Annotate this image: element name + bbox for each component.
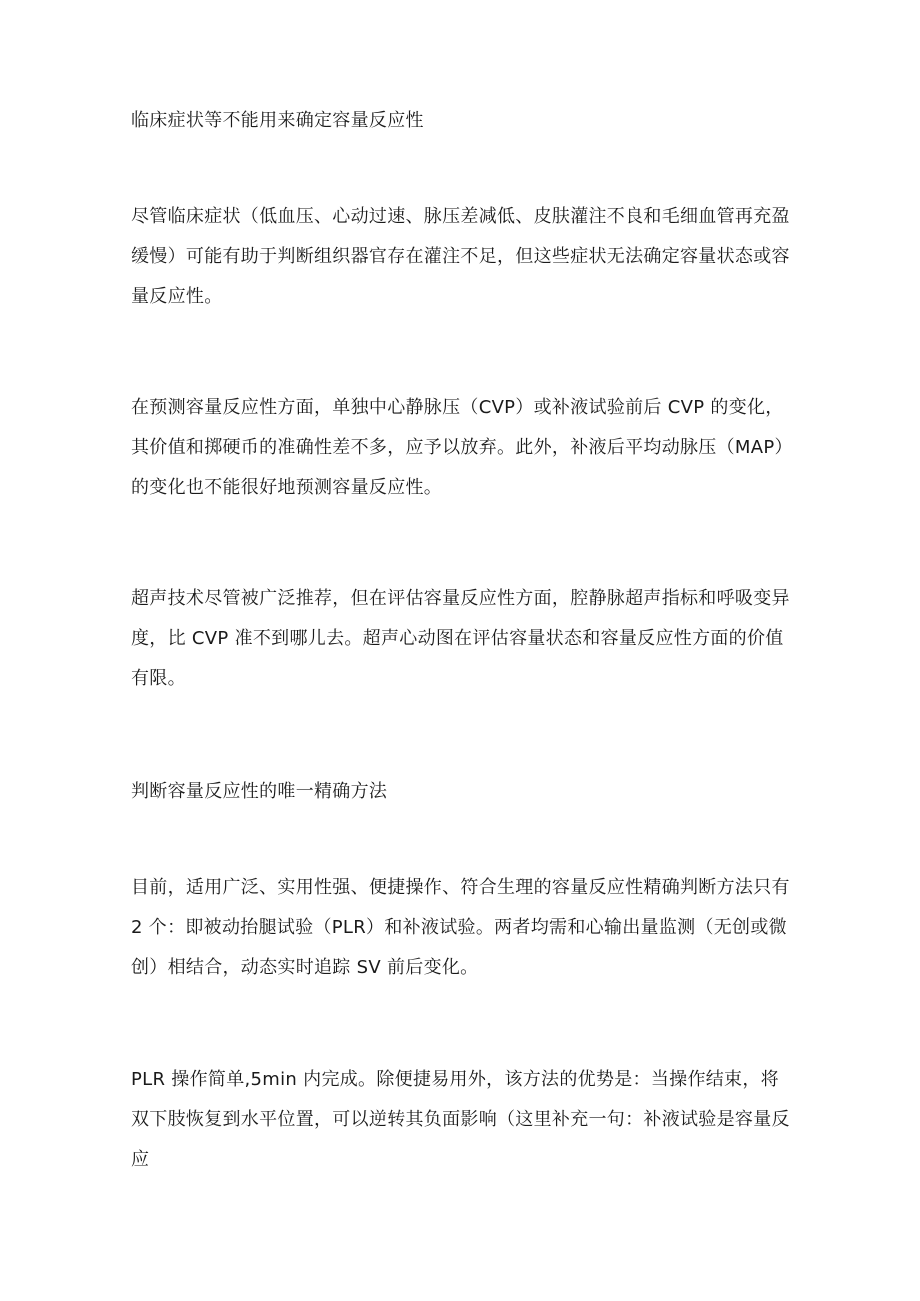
paragraph-plr: PLR 操作简单,5min 内完成。除便捷易用外，该方法的优势是：当操作结束，将双下肢恢复到水平位置，可以逆转其负面影响（这里补充一句：补液试验是容量反应 xyxy=(131,1069,790,1170)
paragraph-two-methods: 目前，适用广泛、实用性强、便捷操作、符合生理的容量反应性精确判断方法只有 2 个：即被动抬腿试验（PLR）和补液试验。两者均需和心输出量监测（无创或微创）相结合，动态实时追踪 SV 前后变化。 xyxy=(131,877,790,978)
paragraph-ultrasound: 超声技术尽管被广泛推荐，但在评估容量反应性方面，腔静脉超声指标和呼吸变异度，比 CVP 准不到哪儿去。超声心动图在评估容量状态和容量反应性方面的价值有限。 xyxy=(131,588,790,689)
paragraph-cvp-prediction: 在预测容量反应性方面，单独中心静脉压（CVP）或补液试验前后 CVP 的变化，其价值和掷硬币的准确性差不多，应予以放弃。此外，补液后平均动脉压（MAP）的变化也不能很好地预测容量反应性。 xyxy=(131,397,793,498)
section-heading-accurate-method: 判断容量反应性的唯一精确方法 xyxy=(131,781,388,802)
paragraph-clinical-symptoms: 尽管临床症状（低血压、心动过速、脉压差减低、皮肤灌注不良和毛细血管再充盈缓慢）可能有助于判断组织器官存在灌注不足，但这些症状无法确定容量状态或容量反应性。 xyxy=(131,206,790,307)
section-heading-clinical-symptoms: 临床症状等不能用来确定容量反应性 xyxy=(131,110,424,131)
